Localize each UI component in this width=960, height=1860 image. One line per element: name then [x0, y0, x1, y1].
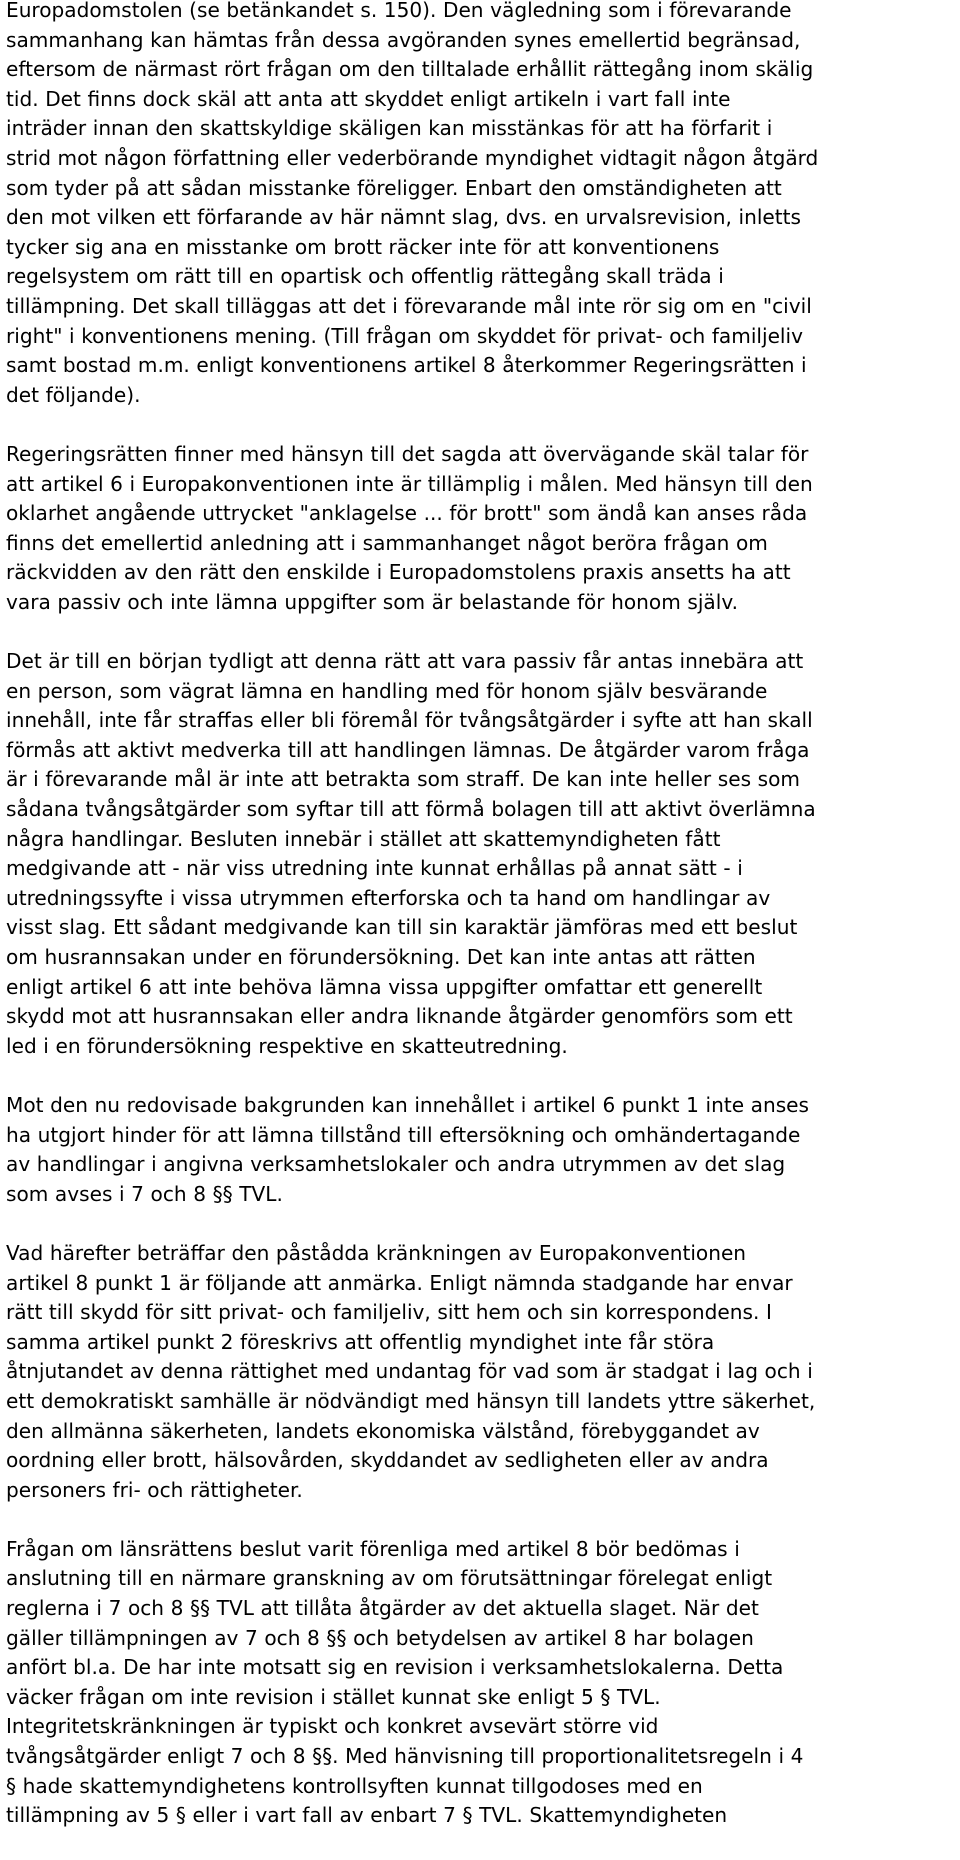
text-line: samma artikel punkt 2 föreskrivs att offentlig myndighet inte får störa: [6, 1329, 715, 1354]
text-line: tvångsåtgärder enligt 7 och 8 §§. Med hänvisning till proportionalitetsregeln i 4: [6, 1744, 804, 1769]
text-line: enligt artikel 6 att inte behöva lämna vissa uppgifter omfattar ett generellt: [6, 974, 763, 999]
text-line: räckvidden av den rätt den enskilde i Europadomstolens praxis ansetts ha att: [6, 560, 791, 585]
document-page: [6, 0, 956, 1860]
text-line: gäller tillämpningen av 7 och 8 §§ och betydelsen av artikel 8 har bolagen: [6, 1625, 754, 1650]
text-line: Mot den nu redovisade bakgrunden kan innehållet i artikel 6 punkt 1 inte anses: [6, 1092, 810, 1117]
paragraph: [6, 1535, 956, 1831]
text-line: vara passiv och inte lämna uppgifter som är belastande för honom själv.: [6, 589, 739, 614]
text-line: några handlingar. Besluten innebär i stället att skattemyndigheten fått: [6, 826, 721, 851]
text-line: är i förevarande mål är inte att betrakta som straff. De kan inte heller ses som: [6, 767, 800, 792]
text-line: sådana tvångsåtgärder som syftar till att förmå bolagen till att aktivt överlämna: [6, 797, 816, 822]
text-line: oklarhet angående uttrycket "anklagelse ... för brott" som ändå kan anses råda: [6, 501, 808, 526]
text-line: det följande).: [6, 382, 141, 407]
text-line: Det är till en början tydligt att denna rätt att vara passiv får antas innebära att: [6, 649, 804, 674]
text-line: led i en förundersökning respektive en skatteutredning.: [6, 1033, 568, 1058]
text-line: väcker frågan om inte revision i stället kunnat ske enligt 5 § TVL.: [6, 1684, 661, 1709]
paragraph: [6, 647, 956, 1061]
text-line: åtnjutandet av denna rättighet med undantag för vad som är stadgat i lag och i: [6, 1359, 813, 1384]
text-line: sammanhang kan hämtas från dessa avgöranden synes emellertid begränsad,: [6, 27, 801, 52]
text-line: Integritetskränkningen är typiskt och konkret avsevärt större vid: [6, 1714, 659, 1739]
text-line: samt bostad m.m. enligt konventionens artikel 8 återkommer Regeringsrätten i: [6, 353, 807, 378]
text-line: anslutning till en närmare granskning av om förutsättningar förelegat enligt: [6, 1566, 773, 1591]
paragraph: [6, 440, 956, 618]
text-line: förmås att aktivt medverka till att handlingen lämnas. De åtgärder varom fråga: [6, 737, 810, 762]
text-line: finns det emellertid anledning att i sammanhanget något beröra frågan om: [6, 530, 768, 555]
paragraph: [6, 1091, 956, 1209]
text-line: tillämpning av 5 § eller i vart fall av enbart 7 § TVL. Skattemyndigheten: [6, 1803, 728, 1828]
text-line: innehåll, inte får straffas eller bli föremål för tvångsåtgärder i syfte att han skall: [6, 708, 813, 733]
text-line: utredningssyfte i vissa utrymmen efterforska och ta hand om handlingar av: [6, 885, 771, 910]
text-line: oordning eller brott, hälsovården, skyddandet av sedligheten eller av andra: [6, 1448, 769, 1473]
text-line: eftersom de närmast rört frågan om den tilltalade erhållit rättegång inom skälig: [6, 57, 814, 82]
text-line: ha utgjort hinder för att lämna tillstånd till eftersökning och omhändertagande: [6, 1122, 801, 1147]
paragraph: [6, 1239, 956, 1505]
text-line: skydd mot att husrannsakan eller andra liknande åtgärder genomförs som ett: [6, 1004, 793, 1029]
text-line: tillämpning. Det skall tilläggas att det i förevarande mål inte rör sig om en "civil: [6, 293, 812, 318]
text-line: Vad härefter beträffar den påstådda kränkningen av Europakonventionen: [6, 1240, 747, 1265]
text-line: medgivande att - när viss utredning inte kunnat erhållas på annat sätt - i: [6, 856, 743, 881]
text-line: tid. Det finns dock skäl att anta att skyddet enligt artikeln i vart fall inte: [6, 86, 731, 111]
paragraph: [6, 0, 956, 410]
text-line: ett demokratiskt samhälle är nödvändigt med hänsyn till landets yttre säkerhet,: [6, 1388, 816, 1413]
text-line: § hade skattemyndighetens kontrollsyften kunnat tillgodoses med en: [6, 1773, 703, 1798]
text-line: som tyder på att sådan misstanke föreligger. Enbart den omständigheten att: [6, 175, 782, 200]
text-line: Europadomstolen (se betänkandet s. 150). Den vägledning som i förevarande: [6, 0, 792, 22]
text-line: rätt till skydd för sitt privat- och familjeliv, sitt hem och sin korrespondens. I: [6, 1300, 772, 1325]
text-line: en person, som vägrat lämna en handling med för honom själv besvärande: [6, 678, 768, 703]
text-line: tycker sig ana en misstanke om brott räcker inte för att konventionens: [6, 234, 720, 259]
text-line: som avses i 7 och 8 §§ TVL.: [6, 1181, 283, 1206]
text-line: Regeringsrätten finner med hänsyn till det sagda att övervägande skäl talar för: [6, 441, 809, 466]
text-line: anfört bl.a. De har inte motsatt sig en revision i verksamhetslokalerna. Detta: [6, 1655, 784, 1680]
text-line: av handlingar i angivna verksamhetslokaler och andra utrymmen av det slag: [6, 1152, 786, 1177]
text-line: den allmänna säkerheten, landets ekonomiska välstånd, förebyggandet av: [6, 1418, 760, 1443]
text-line: artikel 8 punkt 1 är följande att anmärka. Enligt nämnda stadgande har envar: [6, 1270, 793, 1295]
text-line: right" i konventionens mening. (Till frågan om skyddet för privat- och familjeliv: [6, 323, 803, 348]
text-line: visst slag. Ett sådant medgivande kan till sin karaktär jämföras med ett beslut: [6, 915, 798, 940]
text-line: reglerna i 7 och 8 §§ TVL att tillåta åtgärder av det aktuella slaget. När det: [6, 1596, 759, 1621]
text-line: om husrannsakan under en förundersökning. Det kan inte antas att rätten: [6, 945, 756, 969]
text-line: Frågan om länsrättens beslut varit förenliga med artikel 8 bör bedömas i: [6, 1536, 740, 1561]
text-line: den mot vilken ett förfarande av här nämnt slag, dvs. en urvalsrevision, inletts: [6, 205, 802, 230]
text-line: strid mot någon författning eller vederbörande myndighet vidtagit någon åtgärd: [6, 145, 819, 170]
text-line: regelsystem om rätt till en opartisk och offentlig rättegång skall träda i: [6, 264, 724, 289]
text-line: personers fri- och rättigheter.: [6, 1477, 303, 1502]
text-line: att artikel 6 i Europakonventionen inte är tillämplig i målen. Med hänsyn till den: [6, 471, 813, 496]
text-line: inträder innan den skattskyldige skäligen kan misstänkas för att ha förfarit i: [6, 116, 773, 141]
